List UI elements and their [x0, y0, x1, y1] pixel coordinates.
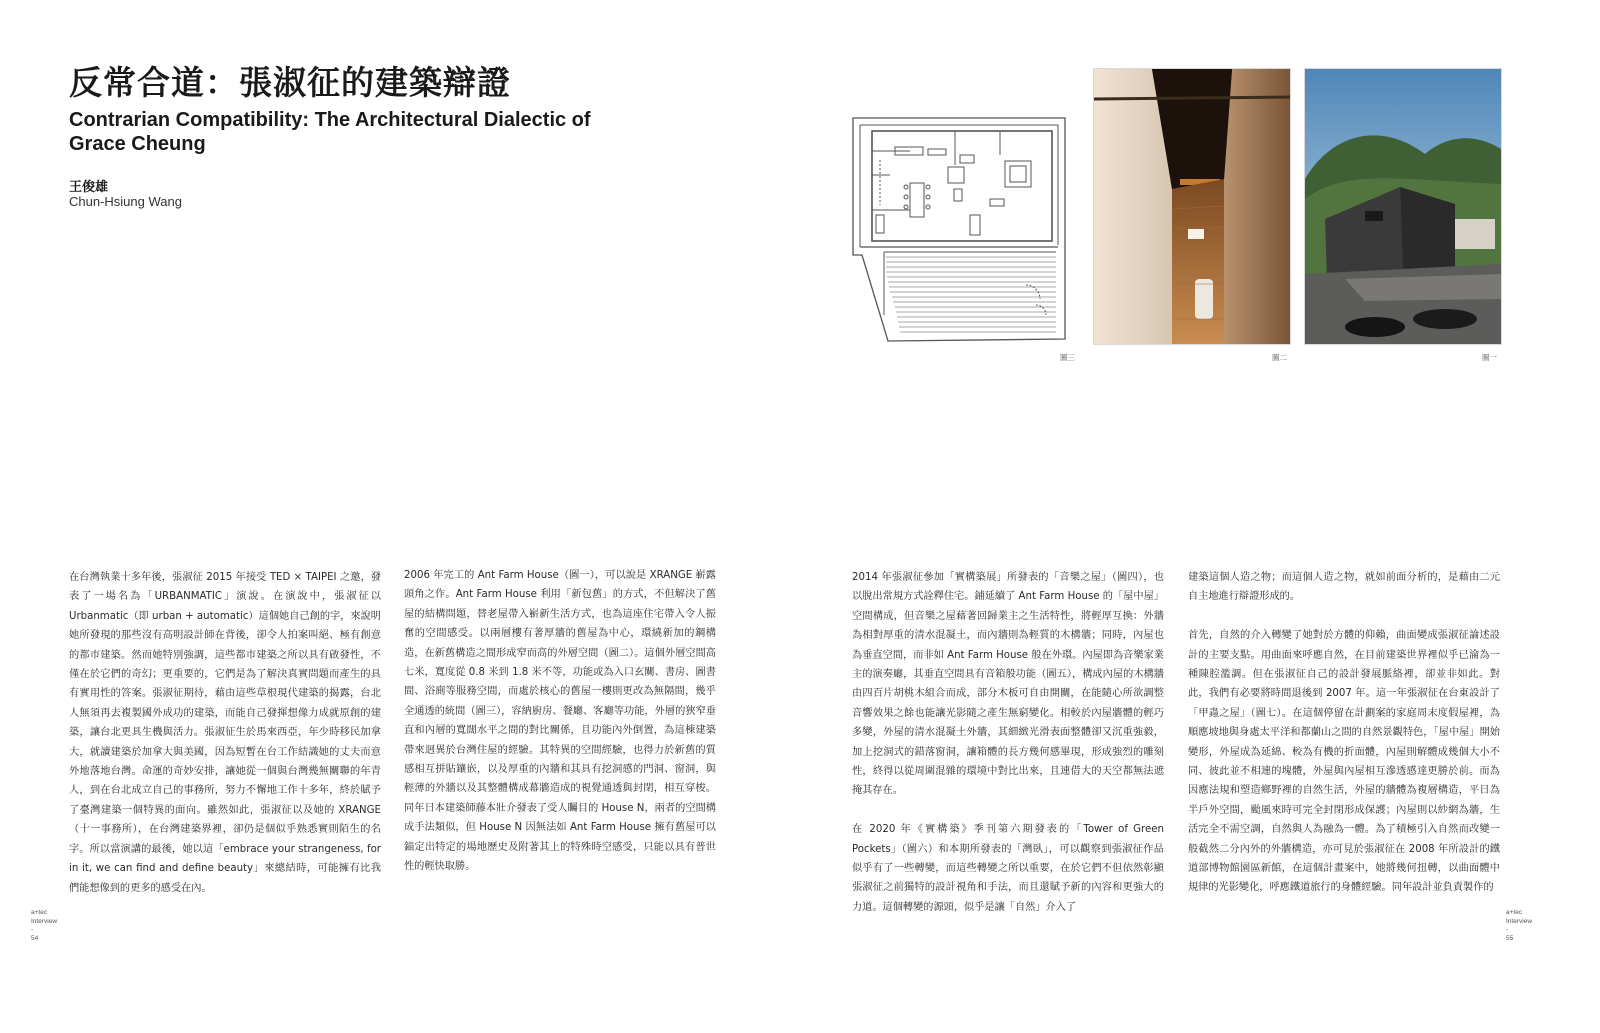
house-exterior-photo [1304, 68, 1502, 345]
figure-3-caption: 圖三 [1060, 353, 1075, 362]
folio-dash: - [31, 926, 34, 933]
folio-left [31, 909, 57, 943]
page-number: 54 [31, 934, 39, 942]
article-title-chinese: 反常合道：張淑征的建築辯證 [69, 63, 511, 102]
figure-1-caption: 圖一 [1482, 353, 1497, 362]
interior-corridor-image [1094, 69, 1290, 344]
floor-plan-drawing [850, 115, 1068, 345]
figure-2-caption: 圖二 [1272, 353, 1287, 362]
body-paragraph: 2014 年張淑征參加「實構築展」所發表的「音樂之屋」（圖四），也以脫出常規方式詮釋住宅。鋪延續了 Ant Farm House 的「屋中屋」空間構成，但音樂之屋藉著回歸業主之生活特性，將輕厚互換：外牆為相對厚重的清水混凝土，而內牆則為輕質的木構牆；同時，內屋也為垂直空間，而非如 Ant Farm House 般在外環。內屋即為音樂家業主的演奏廳，其垂直空間具有音箱般功能（圖五），構成內屋的木構牆由四百片胡桃木組合而成，部分木板可自由開關，在能隨心所欲調整音響效果之餘也能讓光影隨之產生無窮變化。相較於內屋牆體的輕巧多變，外屋的清水混凝土外牆，其細緻光滑表面整體卻又沉重強毅，加上挖洞式的錯落窗洞，讓箱體的長方幾何感畢現，形成強烈的雕刻性，終得以從周圍混雜的環境中對比出來，且連借大的天空都無法遮掩其存在。 [852, 572, 1164, 797]
author-name-english: Chun-Hsiung Wang [69, 194, 182, 209]
body-paragraph: 在 2020 年《實構築》季刊第六期發表的「Tower of Green Pockets」（圖六）和本期所發表的「灣臥」，可以觀察到張淑征作品似乎有了一些轉變，而這些轉變之所以重要，在於它們不但依然彰顯張淑征之前獨特的設計視角和手法，而且還賦予新的內容和更強大的力道。這個轉變的源頭，似乎是讓「自然」介入了 [852, 824, 1164, 913]
page-number: 55 [1506, 934, 1514, 942]
folio-section: Interview [1506, 917, 1533, 925]
folio-right [1506, 909, 1532, 943]
body-paragraph: 建築這個人造之物；而這個人造之物，就如前面分析的，是藉由二元自主地進行辯證形成的。 [1188, 572, 1500, 603]
body-column-2 [404, 566, 716, 877]
body-paragraph: 2006 年完工的 Ant Farm House（圖一），可以說是 XRANGE 嶄露頭角之作。Ant Farm House 利用「新包舊」的方式，不但解決了舊屋的結構問題，替老屋帶入嶄新生活方式，也為這座住宅帶入令人振奮的空間感受。以兩層樓有著厚牆的舊屋為中心，環繞新加的鋼構造，在新舊構造之間形成窄而高的外層空間（圖二）。這個外層空間高七米，寬度從 0.8 米到 1.8 米不等，功能或為入口玄關、書房、圖書間、浴廁等服務空間，而處於核心的舊屋一樓則更改為無隔間，幾乎全通透的統間（圖三），容納廚房、餐廳、客廳等功能，外層的狹窄垂直和內層的寬闊水平之間的對比關係，且功能內外倒置，為這棟建築帶來迥異於台灣住屋的經驗。其特異的空間經驗，也得力於新舊的質感相互拼貼鑲嵌，以及厚重的內牆和其具有挖洞感的門洞、窗洞，與輕薄的外牆以及其整體構成幕牆造成的視覺通透與封閉，相互穿梭。同年日本建築師藤本壯介發表了受人矚目的 House N，兩者的空間構成手法類似，但 House N 因無法如 Ant Farm House 擁有舊屋可以錨定出特定的場地歷史及附著其上的特殊時空感受，只能以具有普世性的輕快取勝。 [404, 570, 716, 873]
interior-corridor-photo [1093, 68, 1291, 345]
body-column-1 [69, 568, 381, 898]
floor-plan-figure [850, 115, 1068, 345]
article-title-english: Contrarian Compatibility: The Architectural Dialectic of Grace Cheung [69, 109, 591, 155]
folio-dash: - [1506, 926, 1509, 933]
body-column-4 [1188, 568, 1500, 898]
folio-magazine: a+tec [31, 909, 48, 916]
folio-magazine: a+tec [1506, 909, 1523, 916]
author-name-chinese: 王俊雄 [69, 180, 109, 195]
house-exterior-image [1305, 69, 1501, 344]
body-paragraph: 在台灣執業十多年後，張淑征 2015 年接受 TED × TAIPEI 之邀，發表了一場名為「URBANMATIC」演說。在演說中，張淑征以 Urbanmatic（即 urban + automatic）這個她自己創的字，來說明她所發現的那些沒有高明設計師在背後，卻令人拍案叫絕、極有創意的都市建築。然而她特別強調，這些都市建築之所以具有啟發性，不僅在於它們的奇幻；更重要的，它們是為了解決真實問題而產生的具有實用性的答案。張淑征期待，藉由這些草根現代建築的揭露，台北人無須再去複製國外成功的建築，而能自己發揮想像力成就原創的建築，讓台北更具生機與活力。張淑征生於馬來西亞，年少時移民加拿大，就讀建築於加拿大與美國，因為短暫在台工作結識她的丈夫而意外地落地台灣。命運的奇妙安排，讓她從一個與台灣幾無關聯的年青人，到在台北成立自己的事務所，努力不懈地工作十多年，終於賦予了臺灣建築一個特異的面向。雖然如此，張淑征以及她的 XRANGE（十一事務所），在台灣建築界裡，卻仍是個似乎熟悉實則陌生的名字。所以當演講的最後，她以這「embrace your strangeness, for in it, we can find and define beauty」來總結時，可能擁有比我們能想像到的更多的感受在內。 [69, 572, 381, 894]
body-paragraph: 首先，自然的介入轉變了她對於方體的仰賴，曲面變成張淑征論述設計的主要支點。用曲面來呼應自然，在目前建築世界裡似乎已淪為一種陳腔濫調。但在張淑征自己的設計發展脈絡裡，卻並非如此。對此，我們有必要將時間退後到 2007 年。這一年張淑征在台東設計了「甲蟲之屋」（圖七）。在這個停留在計劃案的家庭周末度假屋裡，為順應坡地與身處太平洋和都蘭山之間的自然景觀特色，「屋中屋」開始變形，外屋成為延綿、較為有機的折面體，內屋則解體成幾個大小不同、彼此並不相連的塊體，外屋與內屋相互滲透感達更勝於前。而為因應法規和塑造鄉野裡的自然生活，外屋的牆體為複層構造，平日為半戶外空間，颱風來時可完全封閉形成保護；內屋則以紗網為牆，生活完全不需空調，自然與人為融為一體。為了積極引入自然而改變一般截然二分內外的外牆構造，亦可見於張淑征在 2008 年所設計的鐵道部博物館園區新館，在這個計畫案中，她將幾何扭轉，以曲面體中規律的光影變化，呼應鐵道旅行的身體經驗。同年設計並負責製作的 [1188, 630, 1500, 894]
folio-section: Interview [31, 917, 58, 925]
body-column-3 [852, 568, 1164, 917]
